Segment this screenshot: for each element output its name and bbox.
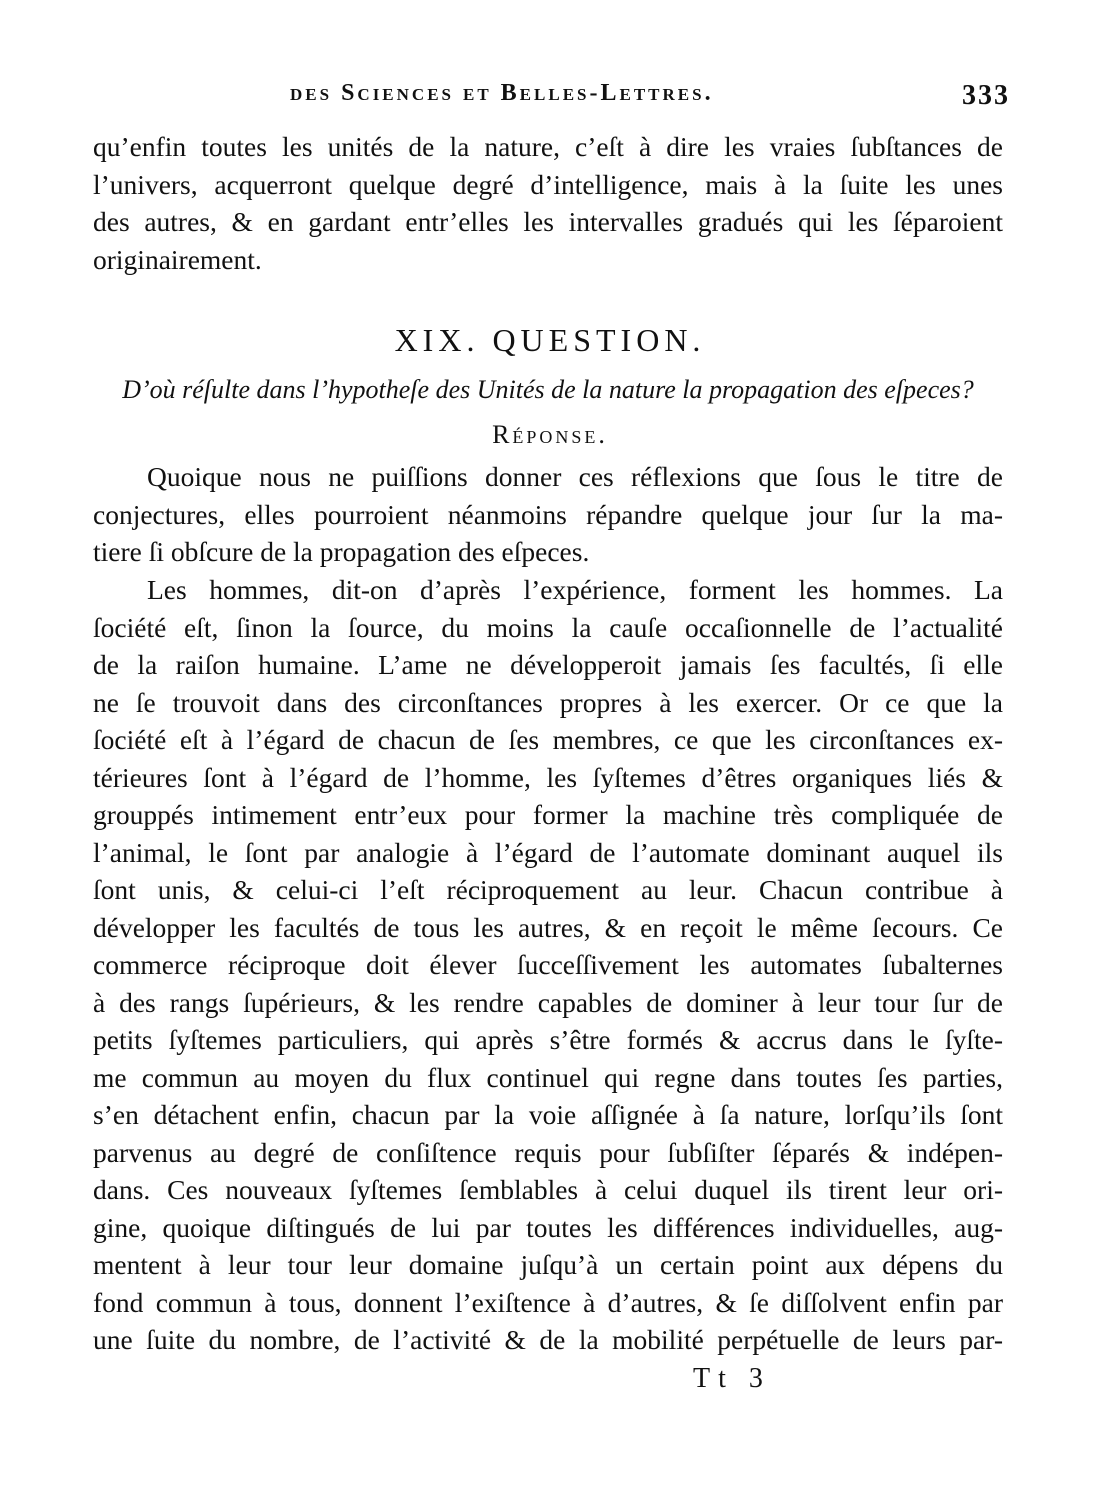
continued-paragraph <box>93 128 1003 278</box>
text-line: petits ſyſtemes particuliers, qui après s’être formés & accrus dans le ſyſte- <box>93 1024 1003 1055</box>
text-line: qu’enfin toutes les unités de la nature, c’eſt à dire les vraies ſubſtances de <box>93 131 1003 162</box>
text-line: ſociété eſt, ſinon la ſource, du moins la cauſe occaſionnelle de l’actualité <box>93 611 1003 643</box>
text-line: des autres, & en gardant entr’elles les intervalles gradués qui les ſéparoient <box>93 206 1003 237</box>
running-head <box>290 80 1010 114</box>
paragraph-1 <box>93 458 1003 571</box>
running-title: des Sciences et Belles-Lettres. <box>290 80 714 106</box>
text-line: de la raiſon humaine. L’ame ne développeroit jamais ſes facultés, ſi elle <box>93 649 1003 680</box>
signature-mark: Tt 3 <box>693 1363 771 1394</box>
text-line: mentent à leur tour leur domaine juſqu’à un certain point aux dépens du <box>93 1249 1003 1280</box>
text-line: ſociété eſt à l’égard de chacun de ſes membres, ce que les circonſtances ex- <box>93 724 1003 755</box>
text-line: me commun au moyen du flux continuel qui regne dans toutes ſes parties, <box>93 1061 1003 1093</box>
text-line: l’univers, acquerront quelque degré d’intelligence, mais à la ſuite les unes <box>93 168 1003 200</box>
text-line: développer les facultés de tous les autres, & en reçoit le même ſecours. Ce <box>93 911 1003 943</box>
text-line: térieures ſont à l’égard de l’homme, les ſyſtemes d’êtres organiques liés & <box>93 761 1003 793</box>
paragraph-2 <box>93 571 1003 1359</box>
response-label: Réponse. <box>492 420 608 449</box>
text-line: l’animal, le ſont par analogie à l’égard de l’automate dominant auquel ils <box>93 836 1003 868</box>
text-line: parvenus au degré de conſiſtence requis pour ſubſiſter ſéparés & indépen- <box>93 1136 1003 1168</box>
text-line: Les hommes, dit-on d’après l’expérience, forment les hommes. La <box>147 574 1003 605</box>
text-line: conjectures, elles pourroient néanmoins répandre quelque jour ſur la ma- <box>93 498 1003 530</box>
text-line: ne ſe trouvoit dans des circonſtances propres à les exercer. Or ce que la <box>93 686 1003 718</box>
section-title: XIX. QUESTION. <box>394 322 706 358</box>
text-line: originairement. <box>93 243 262 275</box>
text-line: tiere ſi obſcure de la propagation des eſpeces. <box>93 536 590 567</box>
text-line: gine, quoique diſtingués de lui par toutes les différences individuelles, aug- <box>93 1211 1003 1243</box>
text-line: à des rangs ſupérieurs, & les rendre capables de dominer à leur tour ſur de <box>93 986 1003 1018</box>
text-line: commerce réciproque doit élever ſucceſſivement les automates ſubalternes <box>93 949 1003 980</box>
text-line: ſont unis, & celui-ci l’eſt réciproquement au leur. Chacun contribue à <box>93 874 1003 905</box>
question-text: D’où réſulte dans l’hypotheſe des Unités de la nature la propagation des eſpeces? <box>122 375 974 404</box>
page-number: 333 <box>962 80 1010 111</box>
text-line: Quoique nous ne puiſſions donner ces réflexions que ſous le titre de <box>147 461 1003 492</box>
text-line: s’en détachent enfin, chacun par la voie aſſignée à ſa nature, lorſqu’ils ſont <box>93 1099 1003 1130</box>
text-line: une ſuite du nombre, de l’activité & de la mobilité perpétuelle de leurs par- <box>93 1324 1003 1355</box>
text-line: fond commun à tous, donnent l’exiſtence à d’autres, & ſe diſſolvent enfin par <box>93 1286 1003 1318</box>
text-line: grouppés intimement entr’eux pour former la machine très compliquée de <box>93 799 1003 830</box>
text-line: dans. Ces nouveaux ſyſtemes ſemblables à celui duquel ils tirent leur ori- <box>93 1174 1003 1205</box>
